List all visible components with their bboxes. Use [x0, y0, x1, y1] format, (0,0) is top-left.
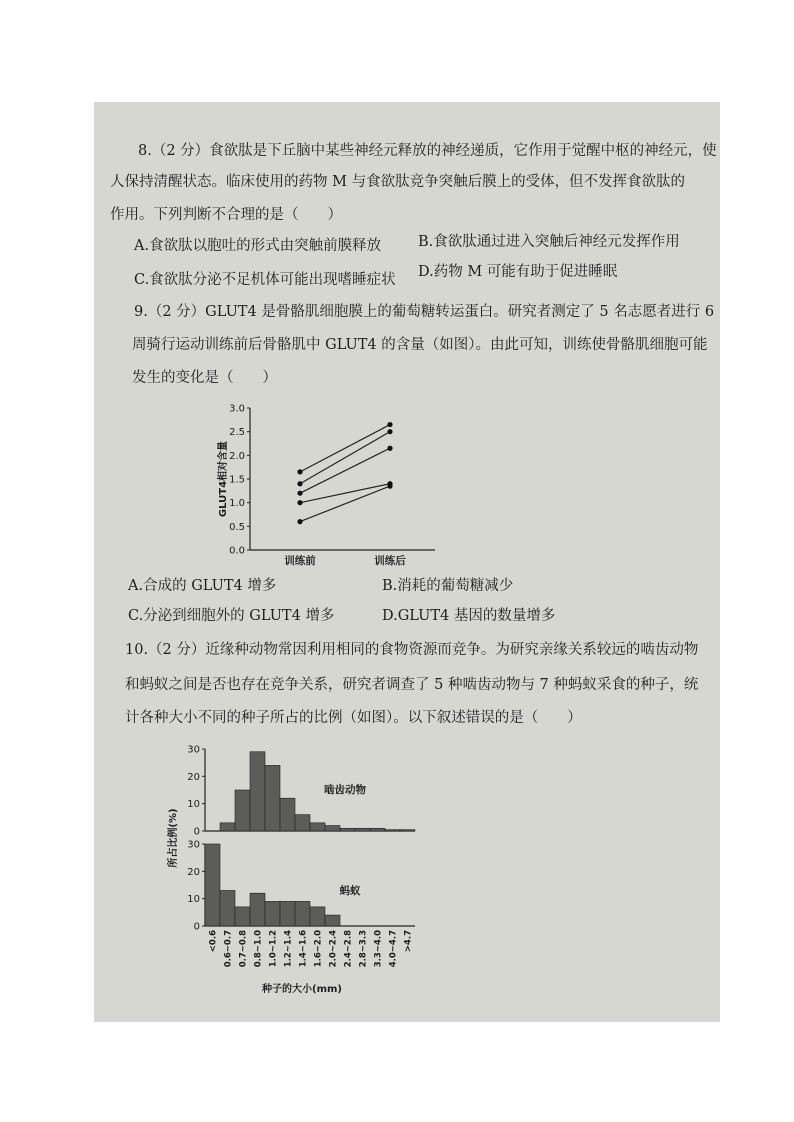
histogram-bar [325, 915, 340, 926]
histogram-bar [310, 823, 325, 831]
y-tick-label: 20 [187, 771, 200, 783]
x-tick-label: 0.6~0.7 [223, 930, 234, 968]
histogram-bar [235, 907, 250, 926]
histogram-bar [325, 826, 340, 831]
q9-option-d: D.GLUT4 基因的数量增多 [382, 608, 556, 624]
x-tick-label: 2.0~2.4 [328, 930, 339, 968]
x-tick-label: 0.8~1.0 [253, 930, 264, 968]
data-point [387, 429, 392, 434]
y-tick-label: 30 [187, 744, 200, 756]
q8-option-b: B.食欲肽通过进入突触后神经元发挥作用 [418, 234, 680, 250]
x-tick-label: 4.0~4.7 [388, 930, 399, 968]
x-tick-label: 训练前 [284, 555, 316, 567]
x-tick-label: 3.3~4.0 [373, 930, 384, 968]
data-point [387, 446, 392, 451]
series-line [300, 432, 390, 484]
data-point [297, 519, 302, 524]
x-tick-label: 2.8~3.3 [358, 930, 369, 968]
y-tick-label: 2.5 [229, 427, 245, 439]
y-tick-label: 0 [193, 921, 200, 933]
histogram-bar [220, 823, 235, 831]
series-line [300, 425, 390, 472]
histogram-bar [280, 798, 295, 831]
y-tick-label: 0 [193, 826, 200, 838]
x-axis-label: 种子的大小(mm) [262, 984, 342, 995]
histogram-bar [250, 893, 265, 926]
q9-option-a: A.合成的 GLUT4 增多 [128, 578, 277, 594]
histogram-bar [295, 815, 310, 831]
y-tick-label: 3.0 [229, 403, 245, 415]
q9-option-c: C.分泌到细胞外的 GLUT4 增多 [128, 608, 335, 624]
x-tick-label: 2.4~2.8 [343, 930, 354, 968]
y-tick-label: 10 [187, 894, 200, 906]
y-tick-label: 0.5 [229, 521, 245, 533]
y-tick-label: 30 [187, 839, 200, 851]
histogram-bar [355, 828, 370, 831]
panel-label: 蚂蚁 [339, 885, 361, 897]
q8-stem-line-3: 作用。下列判断不合理的是（ ） [110, 207, 342, 223]
x-tick-label: 1.4~1.6 [298, 930, 309, 968]
q9-stem-line-2: 周骑行运动训练前后骨骼肌中 GLUT4 的含量（如图）。由此可知，训练使骨骼肌细胞可能 [132, 337, 708, 353]
q8-option-d: D.药物 M 可能有助于促进睡眠 [418, 264, 618, 280]
histogram-bar [250, 752, 265, 831]
data-point [297, 500, 302, 505]
y-tick-label: 10 [187, 799, 200, 811]
histogram-bar [205, 844, 220, 926]
x-tick-label: 1.6~2.0 [313, 930, 324, 968]
q8-stem-line-2: 人保持清醒状态。临床使用的药物 M 与食欲肽竞争突触后膜上的受体，但不发挥食欲肽的 [110, 174, 686, 190]
data-point [387, 484, 392, 489]
q10-stem-line-1: 10.（2 分）近缘种动物常因利用相同的食物资源而竞争。为研究亲缘关系较远的啮齿动物 [125, 642, 699, 658]
x-tick-label: >4.7 [403, 930, 414, 953]
y-tick-label: 0.0 [229, 545, 245, 557]
histogram-bar [385, 830, 400, 831]
y-axis-label: GLUT4相对含量 [218, 440, 229, 518]
panel-label: 啮齿动物 [324, 784, 366, 796]
data-point [297, 491, 302, 496]
q8-option-a: A.食欲肽以胞吐的形式由突触前膜释放 [134, 238, 382, 254]
y-axis-label: 所占比例(%) [168, 808, 179, 868]
q10-stem-line-2: 和蚂蚁之间是否也存在竞争关系，研究者调查了 5 种啮齿动物与 7 种蚂蚁采食的种子，统 [125, 677, 699, 693]
histogram-bar [235, 790, 250, 831]
q9-stem-line-3: 发生的变化是（ ） [132, 370, 277, 386]
histogram-bar [280, 901, 295, 926]
q9-stem-line-1: 9.（2 分）GLUT4 是骨骼肌细胞膜上的葡萄糖转运蛋白。研究者测定了 5 名志愿者进行 6 [134, 304, 715, 320]
q9-option-b: B.消耗的葡萄糖减少 [382, 578, 514, 594]
histogram-bar [265, 901, 280, 926]
q8-stem-line-1: 8.（2 分）食欲肽是下丘脑中某些神经元释放的神经递质，它作用于觉醒中枢的神经元，使 [138, 143, 717, 159]
x-tick-label: 0.7~0.8 [238, 930, 249, 968]
data-point [297, 469, 302, 474]
data-point [297, 481, 302, 486]
y-tick-label: 1.5 [229, 474, 245, 486]
series-line [300, 486, 390, 521]
x-tick-label: 训练后 [374, 555, 406, 567]
histogram-bar [220, 890, 235, 926]
seed-size-histogram [160, 738, 430, 1000]
histogram-bar [340, 828, 355, 831]
histogram-bar [400, 830, 415, 831]
data-point [387, 422, 392, 427]
x-tick-label: 1.0~1.2 [268, 930, 279, 968]
q8-option-c: C.食欲肽分泌不足机体可能出现嗜睡症状 [134, 272, 396, 288]
x-tick-label: 1.2~1.4 [283, 930, 294, 968]
y-tick-label: 2.0 [229, 450, 245, 462]
histogram-bar [295, 901, 310, 926]
q10-stem-line-3: 计各种大小不同的种子所占的比例（如图）。以下叙述错误的是（ ） [125, 710, 582, 726]
y-tick-label: 20 [187, 866, 200, 878]
histogram-bar [310, 907, 325, 926]
y-tick-label: 1.0 [229, 498, 245, 510]
x-tick-label: <0.6 [208, 930, 219, 953]
histogram-bar [370, 828, 385, 831]
glut4-line-chart [200, 395, 440, 575]
histogram-bar [265, 765, 280, 831]
